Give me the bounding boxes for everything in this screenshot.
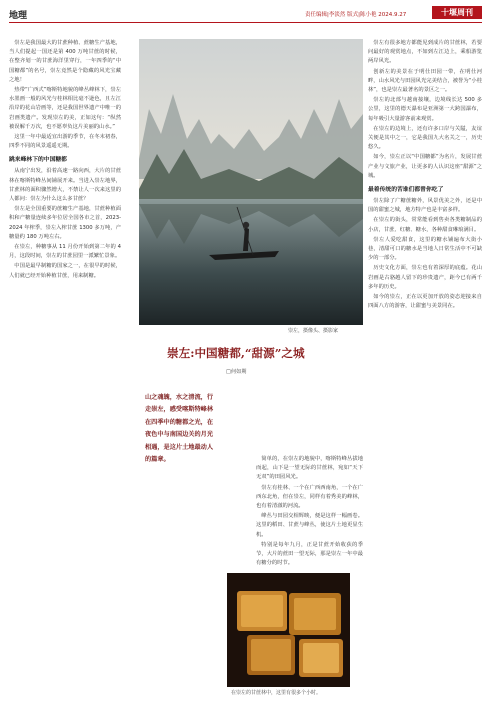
issue-meta: 责任编辑|李淡然 版式|陈小艳 2024.9.27: [305, 12, 407, 18]
paragraph: 崇左有桂林、一个在广西西南角，一个在广西东北角，但在崇左，同样有着秀美的峰林，也有着清澈的河流。: [256, 484, 363, 510]
article-column-left: [9, 39, 121, 699]
paragraph: 中国是最早制糖的国家之一，在很早的时候，人们就已经开始种植甘蔗，用来制糖。: [9, 263, 121, 279]
paragraph: 创新左的美景在于明仕田园一带，在明仕河畔，山水风光与田园风光完美结合，被誉为“小桂林”，也是崇左最著名的景区之一。: [368, 68, 482, 94]
photo-caption: 崇左，摄像头、摄影家: [288, 328, 339, 334]
masthead: 十堰周刊: [432, 6, 482, 19]
landscape-photo: [139, 39, 363, 325]
paragraph: 如今，崇左正以“中国糖都”为名片，发展甘蔗产业与文旅产业，让更多的人认识这座“甜源”之城。: [368, 154, 482, 179]
section-label: 地理: [9, 11, 28, 21]
paragraph: 崇左的北部与越南接壤，边境线长达 500 多公里，这里的德天瀑布是亚洲第一大跨国瀑布，每年吸引大量游客前来观赏。: [368, 97, 482, 122]
section-heading: 跳来峰林下的中国糖都: [9, 157, 67, 164]
byline: □何如期: [226, 369, 247, 375]
paragraph: 简单的，在崇左的地貌中，喀斯特峰丛拔地而起，山下是一望无际的甘蔗林，宛如“天下无双”的田园风光。: [256, 456, 363, 481]
article-column-right: [368, 39, 482, 699]
photo-caption: 在崇左的甘蔗林中，这里有很多个小时。: [231, 690, 322, 696]
paragraph: 在崇左的边境上，还有许多口岸与关隘，友谊关便是其中之一，它是我国九大名关之一，历史悠久。: [368, 125, 482, 151]
paragraph: 从南宁出发，沿着高速一路向西，大片的甘蔗林在喀斯特峰丛间铺展开来。当进入崇左地界，甘蔗林的面积骤然增大，不禁让人一次来这里的人都问：崇左为什么这么多甘蔗？: [9, 168, 121, 203]
paragraph: 崇左除了广糖蔗糖外，风景优美之外，还是中国的甜蜜之城，地方特产也是丰富多样。: [368, 198, 482, 214]
paragraph: 崇左人爱吃甜食，这里的糖水铺遍布大街小巷，清甜可口的糖水是当地人日常生活中不可缺少的一部分。: [368, 236, 482, 262]
paragraph: 在崇左，种糖事从 11 月份开始到第二年的 4 月，这段时间，崇左的甘蔗园里一派繁忙景象。: [9, 244, 121, 260]
header-divider: [9, 22, 482, 23]
sugar-photo: [227, 573, 350, 687]
section-heading: 最着传统的苦谁们都曾你吃了: [368, 187, 444, 194]
paragraph: 崇左是我国最大的甘蔗种植、蔗糖生产基地，当人们提起一国还是第 400 万吨甘蔗的时候，在整齐划一的甘蔗海洋里穿行，一年四季的“中国糖都”的名号，崇左竟然是个隐藏的风光宝藏之地！: [9, 40, 121, 83]
paragraph: 这里一年中最适宜出游的季节，在冬末初春，四季不同的风景遥遥无期。: [9, 134, 121, 150]
paragraph: 峰丛与田园交相辉映，便是这样一幅画卷。这里的稻田、甘蔗与峰丛，使这片土地更显生机。: [256, 513, 363, 538]
pull-quote: 山之魂魄，水之清流，行走崇左，感受喀斯特峰林在四季中的糖都之光，在夜色中与南国边关的月光相遇，是这片土地最动人的篇章。: [145, 394, 214, 464]
paragraph: 崇左是全国重要的蔗糖生产基地，甘蔗种植面积和产糖量连续多年位居全国各市之首，2023-2024 年榨季，崇左入榨甘蔗 1300 多万吨，产糖量约 180 万吨左右。: [9, 206, 121, 240]
paragraph: 历史文化方面，崇左也有着深厚的底蕴。花山岩画是古骆越人留下的珍贵遗产，距今已有两千多年的历史。: [368, 265, 482, 290]
article-title: 崇左:中国糖都,“甜源”之城: [167, 346, 305, 360]
paragraph: 在崇左的街头，常常能看到售卖各类糖制品的小店，甘蔗、红糖、糖水，各种甜食琳琅满目。: [368, 217, 482, 233]
paragraph: 如今的崇左，正在以更加开放的姿态迎接来自四面八方的游客，让甜蜜与美景同在。: [368, 294, 482, 310]
paragraph: 崇左有很多地方都能见到成片的甘蔗林，若要问最好的观赏地点，不如到左江边上，乘船游览两岸风光。: [368, 40, 482, 65]
paragraph: 热带“广西式”喀斯特地貌的峰丛峰林下，崇左水墨画一般的风光与桂林相比毫不逊色，且左江沿岸的花山岩画等，还是我国世界遗产中唯一的岩画类遗产。发现崇左的美，正如这句：“纵然被误解千万次，也不愿辜负这片美丽的山水。”: [9, 87, 121, 130]
paragraph: 特别是每年九月，正是甘蔗开始收获的季节，大片的蔗田一望无际，那是崇左一年中最有糖分的时节。: [256, 541, 363, 567]
